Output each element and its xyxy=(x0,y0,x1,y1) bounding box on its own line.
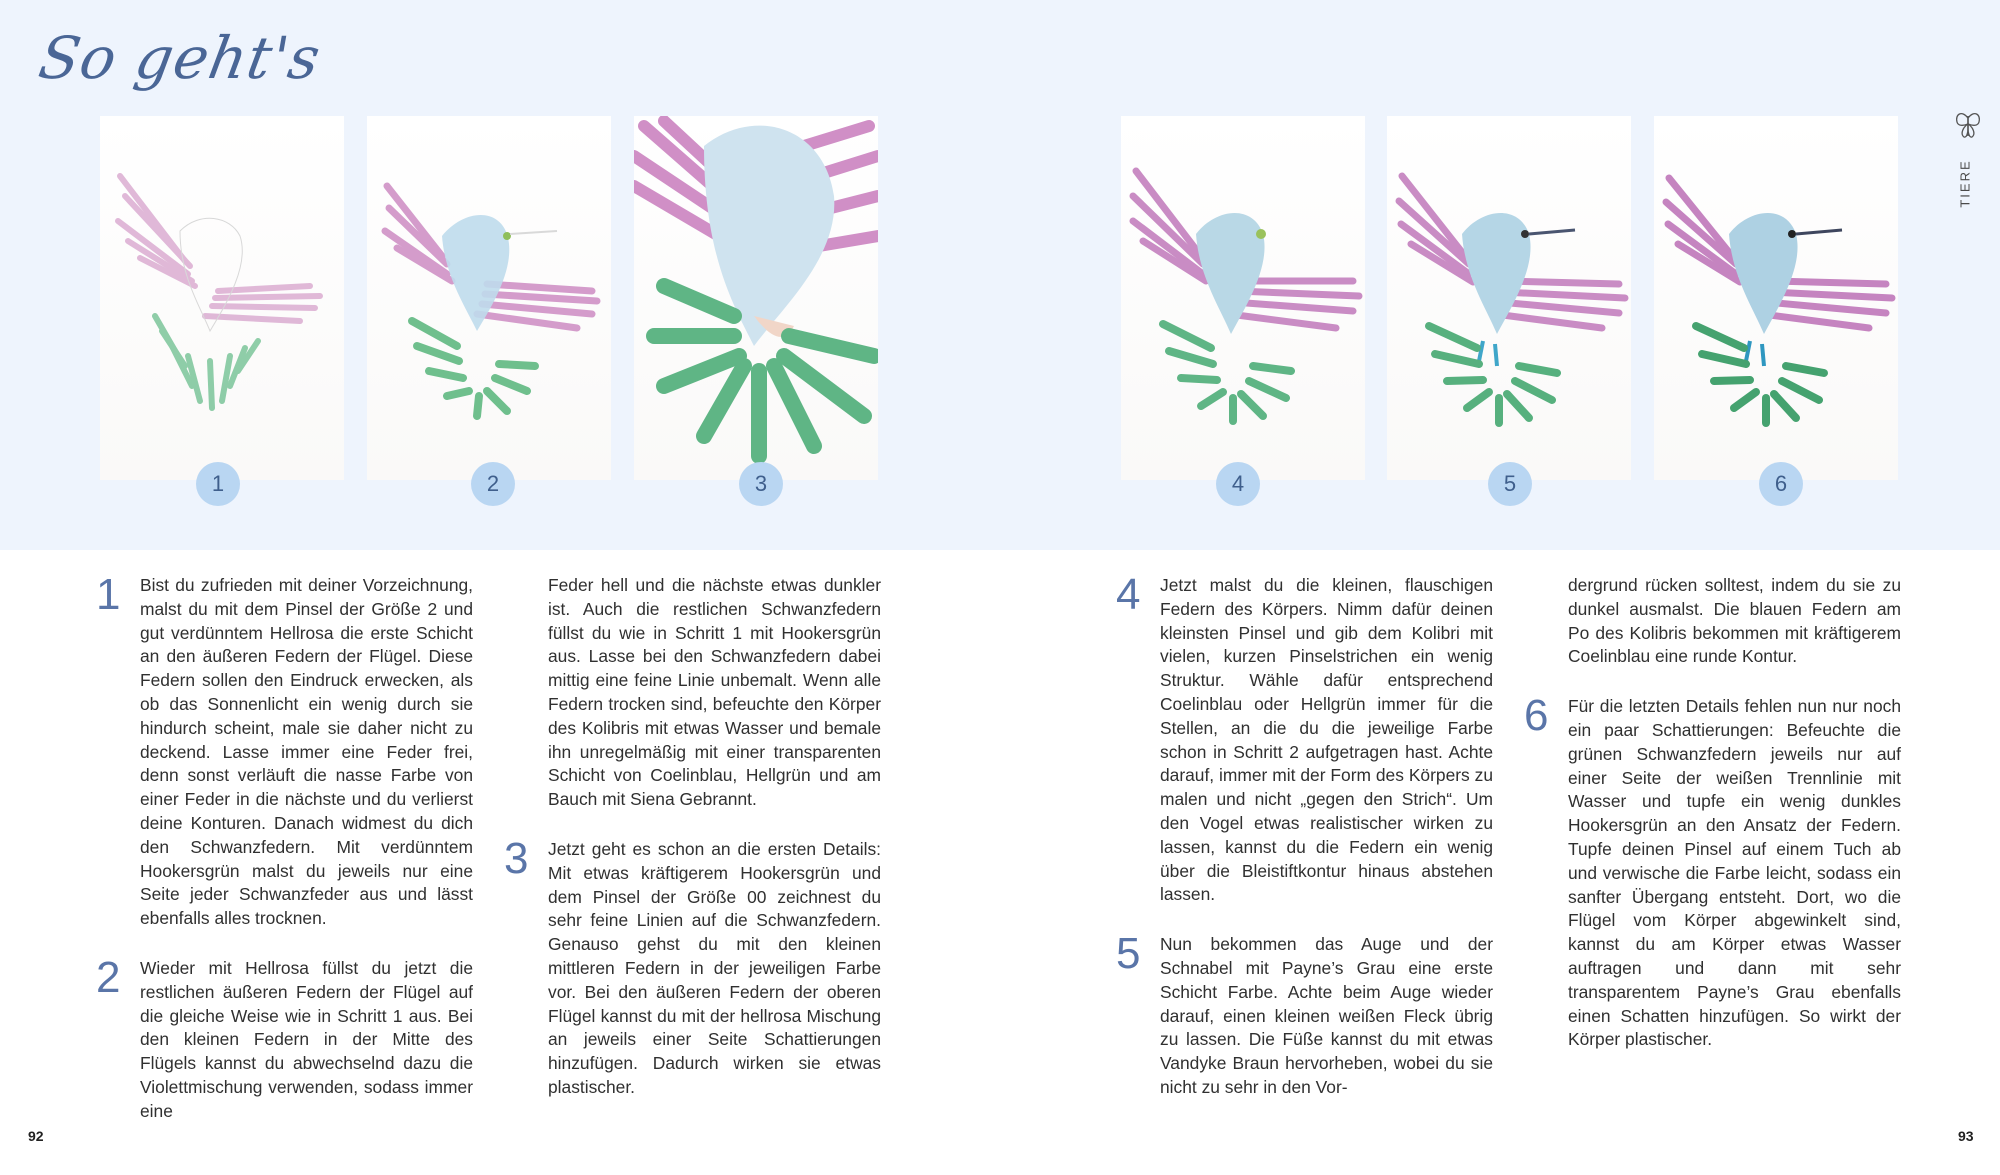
step-text: Wieder mit Hellrosa füllst du jetzt die restlichen äußeren Federn der Flügel auf die gleiche Weise wie in Schritt 1 aus. Bei den kleinen Federn in der Mitte des Flügels kannst du abwechselnd dazu die Violettmischung verwenden, sodass immer eine xyxy=(140,957,473,1121)
step-badge-3: 3 xyxy=(739,462,783,506)
step-number: 2 xyxy=(96,952,121,1002)
step-illustration-1 xyxy=(100,116,344,480)
hummingbird-stage-1 xyxy=(100,116,344,480)
step-text: Feder hell und die nächste etwas dunkler ist. Auch die restlichen Schwanzfedern füllst du wie in Schritt 1 mit Hookersgrün aus. Lasse bei den Schwanzfedern dabei mittig eine feine Linie unbemalt. Wenn alle Federn trocken sind, befeuchte den Körper des Kolibris mit etwas Wasser und bemale ihn unregelmäßig mit einer transparenten Schicht von Coelinblau, Hellgrün und am Bauch mit Siena Gebrannt. xyxy=(548,575,881,810)
text-column-3 xyxy=(1116,570,1493,1126)
step-illustration-5 xyxy=(1387,116,1631,480)
step-number: 6 xyxy=(1524,691,1549,741)
step-illustration-4 xyxy=(1121,116,1365,480)
step-illustration-3 xyxy=(634,116,878,480)
step-number: 1 xyxy=(96,570,121,619)
hummingbird-stage-4 xyxy=(1121,116,1365,480)
step-number: 3 xyxy=(504,833,529,883)
butterfly-icon xyxy=(1954,110,1982,140)
step-badge-6: 6 xyxy=(1759,462,1803,506)
step-text: Jetzt malst du die kleinen, flauschigen Federn des Körpers. Nimm dafür deinen kleinsten Pinsel und gib dem Kolibri mit vielen, kurzen Pinselstrichen ein wenig Struktur. Wähle dafür entsprechend Coelinblau oder Hellgrün immer für die Stellen, an die du die jeweilige Farbe schon in Schritt 2 aufgetragen hast. Achte darauf, immer mit der Form des Körpers zu malen und nicht „gegen den Strich“. Um den Vogel etwas realistischer wirken zu lassen, kannst du die Federn ein wenig über die Bleistiftkontur hinaus abstehen lassen. xyxy=(1160,575,1493,905)
page-number-right: 93 xyxy=(1958,1128,1974,1144)
step-illustration-2 xyxy=(367,116,611,480)
text-column-1 xyxy=(96,570,473,1150)
step-number: 4 xyxy=(1116,570,1141,619)
chapter-label: TIERE xyxy=(1957,159,1973,208)
step-text: dergrund rücken solltest, indem du sie zu dunkel ausmalst. Die blauen Federn am Po des Kolibris bekommen mit kräftigerem Coelinblau eine runde Kontur. xyxy=(1568,575,1901,667)
hummingbird-stage-6 xyxy=(1654,116,1898,480)
step-paragraph xyxy=(1116,929,1493,1100)
step-paragraph xyxy=(504,833,881,1100)
step-paragraph xyxy=(1524,691,1901,1052)
step-illustration-6 xyxy=(1654,116,1898,480)
step-paragraph xyxy=(96,952,473,1124)
step-paragraph xyxy=(1568,574,1901,669)
step-text: Für die letzten Details fehlen nun nur noch ein paar Schattierungen: Befeuchte die grünen Schwanzfedern jeweils nur auf einer Seite der weißen Trennlinie mit Wasser und tupfe ein wenig dunkles Hookersgrün an den Ansatz der Federn. Tupfe deinen Pinsel auf einem Tuch ab und verwische die Farbe leicht, sodass ein sanfter Übergang entsteht. Dort, wo die Flügel vom Körper abgewinkelt sind, kannst du am Körper etwas Wasser auftragen und dann mit sehr transparentem Payne’s Grau ebenfalls einen Schatten hinzufügen. So wirkt der Körper plastischer. xyxy=(1568,696,1901,1050)
step-badge-5: 5 xyxy=(1488,462,1532,506)
step-paragraph xyxy=(1116,570,1493,907)
text-column-2 xyxy=(504,574,881,1126)
page-number-left: 92 xyxy=(28,1128,44,1144)
text-column-4 xyxy=(1524,574,1901,1078)
chapter-tab[interactable] xyxy=(1950,110,1986,210)
step-paragraph xyxy=(548,574,881,812)
step-text: Bist du zufrieden mit deiner Vorzeichnung, malst du mit dem Pinsel der Größe 2 und gut verdünntem Hellrosa die erste Schicht an den äußeren Federn der Flügel. Diese Federn sollen den Eindruck erwecken, als ob das Sonnenlicht ein wenig durch sie hindurch scheint, male sie daher nicht zu deckend. Lasse immer eine Feder frei, denn sonst verläuft die nasse Farbe von einer Feder in die nächste und du verlierst deine Konturen. Danach widmest du dich den Schwanzfedern. Mit verdünntem Hookersgrün malst du jeweils nur eine Seite jeder Schwanzfeder aus und lässt ebenfalls alles trocknen. xyxy=(140,575,473,929)
step-badge-1: 1 xyxy=(196,462,240,506)
step-badge-2: 2 xyxy=(471,462,515,506)
step-number: 5 xyxy=(1116,929,1141,979)
step-text: Jetzt geht es schon an die ersten Details: Mit etwas kräftigerem Hookersgrün und dem Pinsel der Größe 00 zeichnest du sehr feine Linien auf die Schwanzfedern. Genauso gehst du mit den kleinen mittleren Federn in der jeweiligen Farbe vor. Bei den äußeren Federn der oberen Flügel kannst du mit der hellrosa Mischung an jeweils einer Seite Schattierungen hinzufügen. Dadurch wirken sie etwas plastischer. xyxy=(548,838,881,1097)
step-badge-4: 4 xyxy=(1216,462,1260,506)
step-text: Nun bekommen das Auge und der Schnabel mit Payne’s Grau eine erste Schicht Farbe. Achte beim Auge wieder darauf, einen kleinen weißen Fleck übrig zu lassen. Die Füße kannst du mit etwas Vandyke Braun hervorheben, wobei du sie nicht zu sehr in den Vor- xyxy=(1160,934,1493,1097)
step-paragraph xyxy=(96,570,473,931)
hummingbird-stage-3 xyxy=(634,116,878,480)
hummingbird-stage-2 xyxy=(367,116,611,480)
hummingbird-stage-5 xyxy=(1387,116,1631,480)
page-title: So geht's xyxy=(34,24,326,92)
